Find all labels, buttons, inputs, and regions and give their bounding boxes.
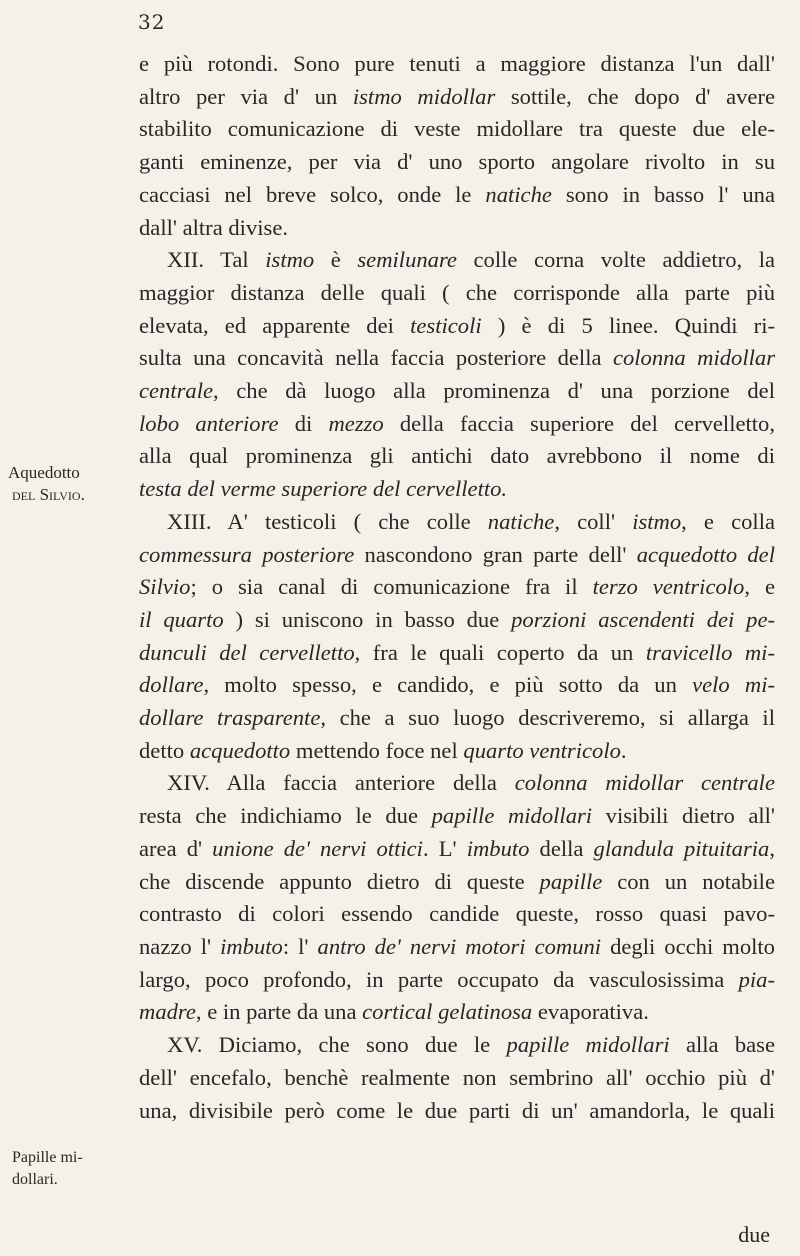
italic-term: dunculi del cervelletto xyxy=(139,639,355,665)
text-line xyxy=(139,277,775,310)
text-run: nascondono gran parte dell' xyxy=(354,541,637,567)
text-line xyxy=(139,898,775,931)
text-line xyxy=(139,375,775,408)
text-line xyxy=(139,996,775,1029)
text-run: XV. Diciamo, che sono due le xyxy=(167,1032,507,1058)
text-line xyxy=(139,310,775,343)
text-line xyxy=(139,342,775,375)
text-line xyxy=(139,1062,775,1095)
italic-term: imbuto xyxy=(220,933,283,959)
text-line xyxy=(139,408,775,441)
italic-term: papille midollari xyxy=(506,1032,670,1058)
text-run: alla base xyxy=(669,1032,776,1058)
text-run: colle corna volte addietro, la xyxy=(456,247,776,273)
italic-term: acquedotto del xyxy=(636,541,775,567)
italic-term: pia- xyxy=(738,966,775,992)
body-text xyxy=(139,48,775,1127)
margin-note-line: Aquedotto xyxy=(8,463,80,482)
italic-term: commessura posteriore xyxy=(139,541,355,567)
text-line xyxy=(139,1095,775,1128)
text-line xyxy=(139,212,775,245)
text-line xyxy=(139,440,775,473)
text-run: evaporativa. xyxy=(532,999,649,1025)
italic-term: imbuto xyxy=(466,835,530,861)
italic-term: dollare trasparente xyxy=(139,705,321,731)
text-line xyxy=(139,767,775,800)
text-line xyxy=(139,146,775,179)
text-run: ganti eminenze, per via d' uno sporto angolare rivolto in su xyxy=(139,149,775,175)
text-run: contrasto di colori essendo candide queste, rosso quasi pavo- xyxy=(139,901,775,927)
italic-term: istmo xyxy=(265,247,315,273)
text-run: : l' xyxy=(282,933,318,959)
italic-term: colonna midollar xyxy=(612,345,775,371)
italic-term: porzioni ascendenti dei pe- xyxy=(511,606,775,632)
italic-term: istmo xyxy=(632,508,682,534)
italic-term: testicoli xyxy=(410,312,482,338)
text-run: che discende appunto dietro di queste xyxy=(139,868,540,894)
text-line xyxy=(139,637,775,670)
text-run: ; o sia canal di comunicazione fra il xyxy=(190,574,593,600)
text-line xyxy=(139,964,775,997)
text-line xyxy=(139,735,775,768)
text-line xyxy=(139,48,775,81)
italic-term: acquedotto xyxy=(189,737,291,763)
italic-term: papille xyxy=(539,868,603,894)
text-run: visibili dietro all' xyxy=(592,803,775,829)
text-run: maggior distanza delle quali ( che corrisponde alla parte più xyxy=(139,279,775,305)
text-run: nazzo l' xyxy=(139,933,221,959)
text-run: sottile, che dopo d' avere xyxy=(495,83,775,109)
italic-term: papille midollari xyxy=(431,803,593,829)
text-run: della faccia superiore del cervelletto, xyxy=(383,410,775,436)
margin-note-line: dollari. xyxy=(12,1171,58,1188)
italic-term: il quarto xyxy=(139,606,224,632)
italic-term: madre xyxy=(139,999,196,1025)
margin-note-aquedotto xyxy=(8,462,128,506)
text-run: XII. Tal xyxy=(167,247,266,273)
text-run: , fra le quali coperto da un xyxy=(354,639,646,665)
text-run: , coll' xyxy=(554,508,633,534)
text-run: con un notabile xyxy=(602,868,775,894)
text-run: cacciasi nel breve solco, onde le xyxy=(139,181,486,207)
text-line xyxy=(139,669,775,702)
text-run: area d' xyxy=(139,835,213,861)
text-run: , molto spesso, e candido, e più sotto da un xyxy=(203,672,693,698)
italic-term: semilunare xyxy=(357,247,457,273)
text-run: e più rotondi. Sono pure tenuti a maggiore distanza l'un dall' xyxy=(139,51,775,76)
margin-note-papille xyxy=(12,1147,122,1191)
text-run: , xyxy=(769,835,775,861)
margin-note-line: Papille mi- xyxy=(12,1149,83,1166)
text-run: elevata, ed apparente dei xyxy=(139,312,411,338)
text-line xyxy=(139,506,775,539)
text-run: una, divisibile però come le due parti di un' amandorla, le quali xyxy=(139,1097,775,1123)
text-run: detto xyxy=(139,737,190,763)
italic-term: Silvio xyxy=(139,574,191,600)
italic-term: antro de' nervi motori comuni xyxy=(317,933,602,959)
text-line xyxy=(139,604,775,637)
text-run: altro per via d' un xyxy=(139,83,353,109)
italic-term: colonna midollar centrale xyxy=(514,770,775,796)
italic-term: glandula pituitaria xyxy=(593,835,770,861)
text-run: ) è di 5 linee. Quindi ri- xyxy=(481,312,775,338)
italic-term: testa del verme superiore del cervelletto. xyxy=(139,476,508,502)
italic-term: velo mi- xyxy=(692,672,775,698)
text-line xyxy=(139,800,775,833)
italic-term: unione de' nervi ottici xyxy=(212,835,423,861)
text-run: dell' encefalo, benchè realmente non sembrino all' occhio più d' xyxy=(139,1064,775,1090)
text-line xyxy=(139,833,775,866)
text-run: XIII. A' testicoli ( che colle xyxy=(167,508,488,534)
italic-term: centrale xyxy=(139,378,214,404)
text-line xyxy=(139,473,775,506)
text-line xyxy=(139,931,775,964)
text-run: largo, poco profondo, in parte occupato da vasculosissima xyxy=(139,966,739,992)
text-run: mettendo foce nel xyxy=(290,737,464,763)
text-run: , che dà luogo alla prominenza d' una porzione del xyxy=(213,378,775,404)
text-run: di xyxy=(278,410,329,436)
page-number: 32 xyxy=(138,10,166,34)
text-run: XIV. Alla faccia anteriore della xyxy=(167,770,515,796)
italic-term: terzo ventricolo xyxy=(592,574,745,600)
italic-term: natiche xyxy=(487,508,555,534)
italic-term: lobo anteriore xyxy=(139,410,279,436)
text-line xyxy=(139,866,775,899)
text-run: degli occhi molto xyxy=(601,933,775,959)
catchword: due xyxy=(738,1222,770,1247)
text-run: . xyxy=(620,737,627,763)
text-run: è xyxy=(314,247,358,273)
text-line xyxy=(139,702,775,735)
text-run: sono in basso l' una xyxy=(551,181,775,207)
text-run: della xyxy=(529,835,594,861)
italic-term: cortical gelatinosa xyxy=(362,999,533,1025)
text-line xyxy=(139,571,775,604)
text-run: sulta una concavità nella faccia posteriore della xyxy=(139,345,613,371)
text-line xyxy=(139,539,775,572)
text-line xyxy=(139,1029,775,1062)
text-run: , e xyxy=(744,574,775,600)
margin-note-line: del Silvio. xyxy=(12,485,85,504)
text-run: resta che indichiamo le due xyxy=(139,803,432,829)
text-run: . L' xyxy=(422,835,467,861)
italic-term: istmo midollar xyxy=(352,83,496,109)
italic-term: dollare xyxy=(139,672,204,698)
italic-term: mezzo xyxy=(328,410,384,436)
text-run: ) si uniscono in basso due xyxy=(223,606,512,632)
text-run: , che a suo luogo descriveremo, si allarga il xyxy=(320,705,775,731)
text-line xyxy=(139,179,775,212)
text-run: dall' altra divise. xyxy=(139,214,288,240)
text-run: , e colla xyxy=(681,508,776,534)
text-run: stabilito comunicazione di veste midollare tra queste due ele- xyxy=(139,116,775,142)
text-line xyxy=(139,81,775,114)
italic-term: quarto ventricolo xyxy=(463,737,621,763)
italic-term: natiche xyxy=(485,181,552,207)
italic-term: travicello mi- xyxy=(645,639,775,665)
text-line xyxy=(139,113,775,146)
text-run: alla qual prominenza gli antichi dato avrebbono il nome di xyxy=(139,443,775,469)
text-run: , e in parte da una xyxy=(195,999,363,1025)
text-line xyxy=(139,244,775,277)
